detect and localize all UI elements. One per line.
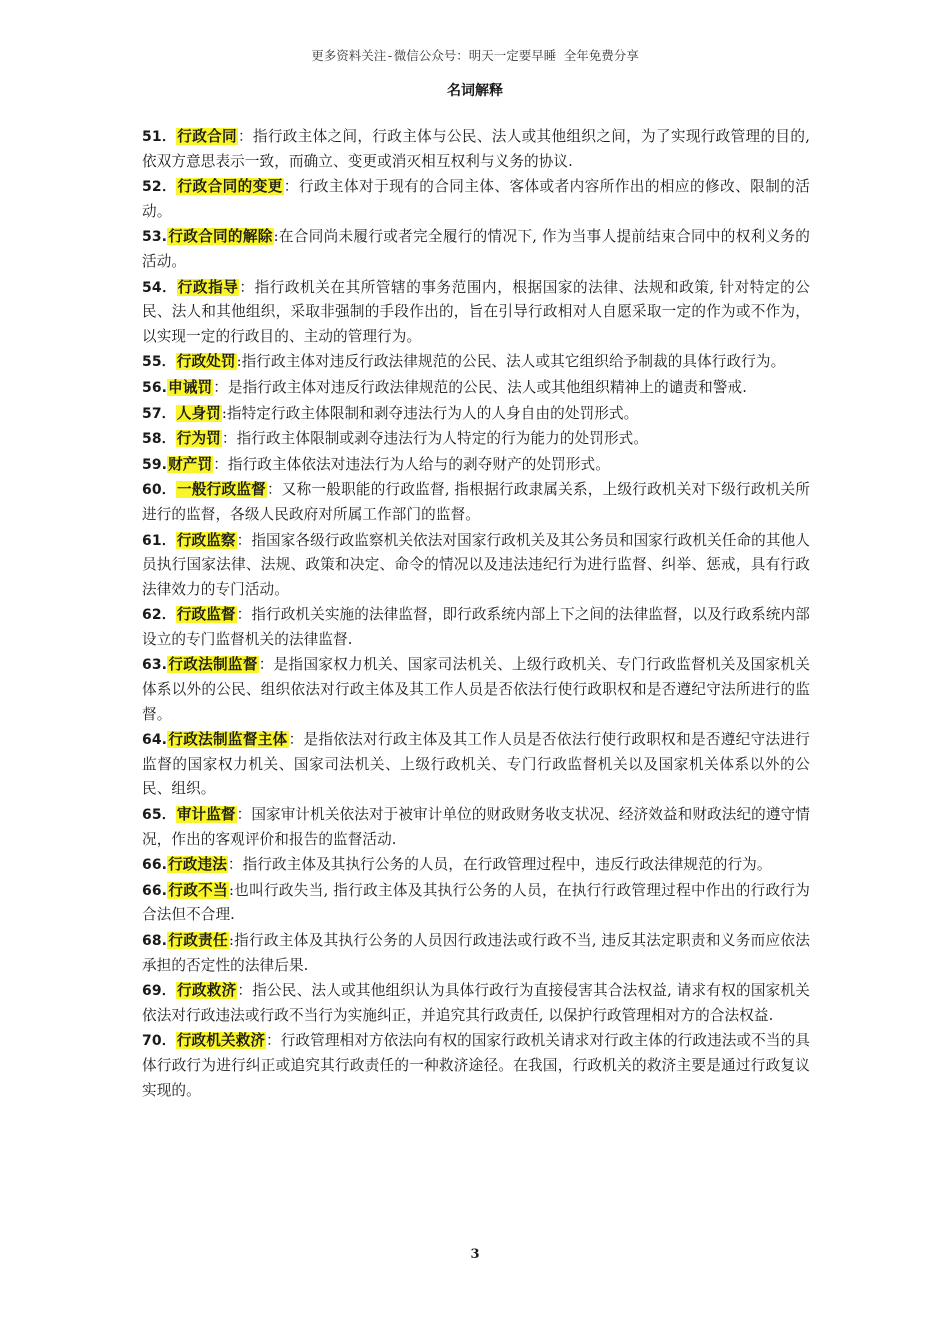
entry-definition: 指行政主体依法对违法行为人给与的剥夺财产的处罚形式。 (227, 455, 610, 473)
entry-term: 行政救济 (177, 982, 237, 1000)
glossary-entry (142, 427, 810, 452)
entry-number: 52． (142, 179, 177, 196)
page-number: 3 (470, 1247, 480, 1262)
entry-number: 56. (142, 379, 168, 396)
entry-number: 53. (142, 229, 168, 246)
glossary-entry (142, 175, 810, 224)
entry-separator: ： (221, 430, 237, 448)
entry-number: 55． (142, 354, 176, 371)
entry-term: 行政责任 (168, 932, 228, 949)
entry-separator: ： (258, 656, 274, 674)
entry-definition: 指行政主体限制或剥夺违法行为人特定的行为能力的处罚形式。 (236, 430, 649, 448)
glossary-entry (142, 728, 810, 802)
entry-number: 65． (142, 807, 176, 824)
glossary-entry (142, 653, 810, 727)
entry-term: 人身罚 (176, 404, 221, 422)
entry-separator: : (228, 881, 234, 899)
entry-term: 行政违法 (168, 856, 227, 874)
entry-term: 行政合同的解除 (168, 228, 273, 246)
entry-term: 财产罚 (168, 455, 213, 473)
entry-separator: ： (227, 856, 243, 874)
glossary-entry (142, 225, 810, 274)
entry-definition: 指特定行政主体限制和剥夺违法行为人的人身自由的处罚形式。 (226, 404, 639, 422)
entry-definition: 指公民、法人或其他组织认为具体行政行为直接侵害其合法权益, 请求有权的国家机关依法对行政违法或行政不当行为实施纠正，并追究其行政责任, 以保护行政管理相对方的合法权益. (142, 982, 810, 1024)
entry-number: 69． (142, 983, 177, 1000)
entry-separator: ： (213, 455, 228, 473)
page-title: 名词解释 (447, 83, 503, 99)
entry-separator: ： (236, 806, 252, 824)
entry-definition: 是指行政主体对违反行政法律规范的公民、法人或其他组织精神上的谴责和警戒. (227, 378, 747, 396)
entry-number: 68. (142, 933, 168, 949)
glossary-entry (142, 125, 810, 174)
entry-definition: 国家审计机关依法对于被审计单位的财政财务收支状况、经济效益和财政法纪的遵守情况，作出的客观评价和报告的监督活动. (142, 806, 810, 848)
entry-definition: 指国家各级行政监察机关依法对国家行政机关及其公务员和国家行政机关任命的其他人员执行国家法律、法规、政策和决定、命令的情况以及违法违纪行为进行监督、纠举、惩戒，具有行政法律效力的专门活动。 (142, 531, 810, 598)
entry-number: 63. (142, 657, 168, 674)
entry-number: 64. (142, 732, 168, 749)
entry-definition: 又称一般职能的行政监督, 指根据行政隶属关系，上级行政机关对下级行政机关所进行的监督，各级人民政府对所属工作部门的监督。 (142, 481, 810, 523)
glossary-entry (142, 276, 810, 350)
page-header: 更多资料关注-微信公众号：明天一定要早睡 全年免费分享 (311, 48, 639, 63)
glossary-entry (142, 402, 810, 427)
entry-definition: 也叫行政失当, 指行政主体及其执行公务的人员，在执行行政管理过程中作出的行政行为合法但不合理. (142, 881, 810, 924)
entry-separator: : (221, 404, 227, 422)
entry-term: 行政合同的变更 (177, 178, 283, 196)
glossary-entry (142, 929, 810, 978)
entry-definition: 是指国家权力机关、国家司法机关、上级行政机关、专门行政监督机关及国家机关体系以外的公民、组织依法对行政主体及其工作人员是否依法行使行政职权和是否遵纪守法所进行的监督。 (142, 656, 810, 723)
entry-term: 行政合同 (177, 128, 237, 145)
glossary-entry (142, 453, 810, 478)
entry-definition: 是指依法对行政主体及其工作人员是否依法行使行政职权和是否遵纪守法进行监督的国家权力机关、国家司法机关、上级行政机关、专门行政监督机关以及国家机关体系以外的公民、组织。 (142, 731, 810, 798)
entry-number: 59. (142, 456, 168, 473)
entry-separator: ： (236, 531, 252, 549)
entry-separator: ： (237, 128, 253, 145)
entry-term: 行政处罚 (176, 353, 236, 371)
entry-term: 行政监督 (176, 606, 236, 624)
entry-definition: 指行政主体之间，行政主体与公民、法人或其他组织之间，为了实现行政管理的目的, 依双方意思表示一致，而确立、变更或消灭相互权利与义务的协议. (142, 128, 810, 170)
glossary-entry (142, 1029, 810, 1103)
glossary-entry (142, 603, 810, 652)
glossary-entry (142, 478, 810, 527)
entry-separator: ： (237, 982, 253, 1000)
entry-number: 58． (142, 431, 176, 448)
entry-definition: 指行政主体对违反行政法律规范的公民、法人或其它组织给予制裁的具体行政行为。 (241, 353, 786, 371)
glossary-entry (142, 803, 810, 852)
entry-number: 70． (142, 1033, 176, 1050)
entry-separator: ： (266, 1032, 281, 1050)
entry-term: 一般行政监督 (177, 481, 266, 499)
entry-separator: ： (213, 378, 228, 396)
entry-number: 60． (142, 482, 177, 499)
glossary-entry (142, 350, 810, 375)
entry-separator: ： (266, 481, 282, 499)
entry-term: 行政法制监督主体 (168, 731, 288, 749)
entry-term: 行为罚 (176, 430, 221, 448)
entry-term: 申诫罚 (168, 378, 213, 396)
entry-number: 57． (142, 405, 176, 422)
entry-definition: 在合同尚未履行或者完全履行的情况下, 作为当事人提前结束合同中的权利义务的活动。 (142, 228, 811, 270)
entry-definition: 指行政主体及其执行公务的人员因行政违法或行政不当, 违反其法定职责和义务而应依法承担的否定性的法律后果. (142, 932, 810, 974)
entry-number: 61． (142, 532, 176, 549)
entry-term: 行政监察 (176, 531, 236, 549)
entry-number: 62． (142, 607, 176, 624)
glossary-list (142, 125, 810, 1104)
entry-term: 行政不当 (168, 881, 228, 899)
entry-definition: 行政管理相对方依法向有权的国家行政机关请求对行政主体的行政违法或不当的具体行政行为进行纠正或追究其行政责任的一种救济途径。在我国，行政机关的救济主要是通过行政复议实现的。 (142, 1032, 810, 1099)
glossary-entry (142, 879, 810, 928)
entry-number: 54． (142, 279, 177, 296)
glossary-entry (142, 853, 810, 878)
glossary-entry (142, 376, 810, 401)
entry-separator: ： (283, 178, 299, 196)
entry-number: 66. (142, 857, 168, 874)
entry-definition: 指行政机关在其所管辖的事务范围内，根据国家的法律、法规和政策, 针对特定的公民、法人和其他组织，采取非强制的手段作出的，旨在引导行政相对人自愿采取一定的作为或不作为，以实现一定的行政目的、主动的管理行为。 (142, 278, 810, 345)
entry-definition: 指行政机关实施的法律监督，即行政系统内部上下之间的法律监督，以及行政系统内部设立的专门监督机关的法律监督. (142, 606, 810, 648)
entry-separator: : (273, 228, 279, 246)
entry-term: 行政指导 (177, 278, 239, 296)
entry-term: 审计监督 (176, 806, 236, 824)
entry-term: 行政法制监督 (168, 656, 258, 674)
entry-number: 66. (142, 882, 168, 899)
entry-separator: ： (236, 606, 252, 624)
entry-separator: : (228, 932, 234, 949)
glossary-entry (142, 529, 810, 603)
entry-separator: ： (288, 731, 304, 749)
entry-separator: : (236, 353, 242, 371)
entry-definition: 指行政主体及其执行公务的人员，在行政管理过程中，违反行政法律规范的行为。 (242, 856, 772, 874)
glossary-entry (142, 979, 810, 1028)
entry-number: 51． (142, 129, 177, 145)
entry-definition: 行政主体对于现有的合同主体、客体或者内容所作出的相应的修改、限制的活动。 (142, 178, 810, 220)
entry-term: 行政机关救济 (176, 1032, 266, 1050)
entry-separator: ： (239, 278, 255, 296)
